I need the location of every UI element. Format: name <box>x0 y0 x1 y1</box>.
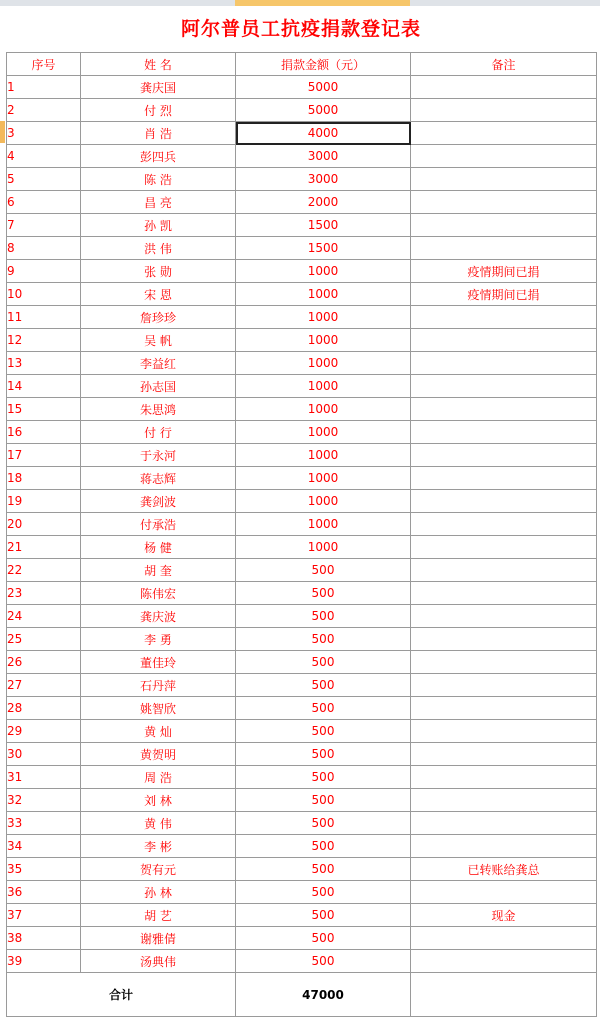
table-row <box>7 421 597 444</box>
table-row <box>7 697 597 720</box>
table-row <box>7 283 597 306</box>
name-cell[interactable]: 石丹萍 <box>81 674 236 697</box>
header-row <box>7 53 597 76</box>
row-number-cell[interactable]: 6 <box>7 191 81 214</box>
name-cell[interactable]: 陈伟宏 <box>81 582 236 605</box>
note-cell[interactable]: 疫情期间已捐 <box>411 260 597 283</box>
note-cell[interactable] <box>411 122 597 145</box>
table-row <box>7 99 597 122</box>
selected-column-highlight <box>235 0 410 6</box>
note-cell[interactable] <box>411 444 597 467</box>
table-row <box>7 329 597 352</box>
name-cell[interactable]: 朱思鸿 <box>81 398 236 421</box>
row-number-cell[interactable]: 36 <box>7 881 81 904</box>
note-cell[interactable] <box>411 950 597 973</box>
name-cell[interactable]: 昌 亮 <box>81 191 236 214</box>
header-name[interactable]: 姓 名 <box>81 53 236 76</box>
row-number-cell[interactable]: 1 <box>7 76 81 99</box>
note-cell[interactable] <box>411 352 597 375</box>
note-cell[interactable] <box>411 674 597 697</box>
note-cell[interactable] <box>411 191 597 214</box>
row-number-cell[interactable]: 30 <box>7 743 81 766</box>
table-row <box>7 950 597 973</box>
total-label[interactable]: 合计 <box>7 973 236 1017</box>
table-row <box>7 398 597 421</box>
amount-cell[interactable]: 1000 <box>236 375 411 398</box>
table-row <box>7 444 597 467</box>
header-note[interactable]: 备注 <box>411 53 597 76</box>
amount-cell[interactable]: 1000 <box>236 490 411 513</box>
row-number-cell[interactable]: 29 <box>7 720 81 743</box>
amount-cell[interactable]: 4000 <box>236 122 411 145</box>
note-cell[interactable] <box>411 536 597 559</box>
note-cell[interactable] <box>411 789 597 812</box>
row-number-cell[interactable]: 38 <box>7 927 81 950</box>
name-cell[interactable]: 李 勇 <box>81 628 236 651</box>
note-cell[interactable] <box>411 145 597 168</box>
note-cell[interactable] <box>411 559 597 582</box>
total-row <box>7 973 597 1017</box>
row-number-cell[interactable]: 33 <box>7 812 81 835</box>
row-number-cell[interactable]: 18 <box>7 467 81 490</box>
note-cell[interactable] <box>411 99 597 122</box>
name-cell[interactable]: 付 烈 <box>81 99 236 122</box>
note-cell[interactable] <box>411 651 597 674</box>
table-row <box>7 559 597 582</box>
name-cell[interactable]: 黄 灿 <box>81 720 236 743</box>
name-cell[interactable]: 付 行 <box>81 421 236 444</box>
note-cell[interactable] <box>411 605 597 628</box>
name-cell[interactable]: 杨 健 <box>81 536 236 559</box>
note-cell[interactable] <box>411 237 597 260</box>
note-cell[interactable]: 现金 <box>411 904 597 927</box>
row-number-cell[interactable]: 26 <box>7 651 81 674</box>
row-number-cell[interactable]: 31 <box>7 766 81 789</box>
row-number-cell[interactable]: 12 <box>7 329 81 352</box>
name-cell[interactable]: 彭四兵 <box>81 145 236 168</box>
table-row <box>7 858 597 881</box>
note-cell[interactable] <box>411 628 597 651</box>
amount-cell[interactable]: 1000 <box>236 513 411 536</box>
note-cell[interactable] <box>411 490 597 513</box>
total-note-cell[interactable] <box>411 973 597 1017</box>
name-cell[interactable]: 蒋志辉 <box>81 467 236 490</box>
note-cell[interactable] <box>411 168 597 191</box>
row-number-cell[interactable]: 35 <box>7 858 81 881</box>
table-row <box>7 122 597 145</box>
row-number-cell[interactable]: 20 <box>7 513 81 536</box>
table-row <box>7 904 597 927</box>
name-cell[interactable]: 孙 凯 <box>81 214 236 237</box>
table-row <box>7 605 597 628</box>
name-cell[interactable]: 董佳玲 <box>81 651 236 674</box>
table-row <box>7 651 597 674</box>
amount-cell[interactable]: 500 <box>236 697 411 720</box>
amount-cell[interactable]: 500 <box>236 720 411 743</box>
name-cell[interactable]: 刘 林 <box>81 789 236 812</box>
table-row <box>7 352 597 375</box>
note-cell[interactable] <box>411 375 597 398</box>
amount-cell[interactable]: 1000 <box>236 536 411 559</box>
row-number-cell[interactable]: 37 <box>7 904 81 927</box>
row-number-cell[interactable]: 17 <box>7 444 81 467</box>
amount-cell[interactable]: 500 <box>236 950 411 973</box>
name-cell[interactable]: 李益红 <box>81 352 236 375</box>
row-number-cell[interactable]: 16 <box>7 421 81 444</box>
note-cell[interactable] <box>411 766 597 789</box>
row-number-cell[interactable]: 5 <box>7 168 81 191</box>
amount-cell[interactable]: 500 <box>236 651 411 674</box>
amount-cell[interactable]: 3000 <box>236 168 411 191</box>
note-cell[interactable] <box>411 306 597 329</box>
amount-cell[interactable]: 500 <box>236 927 411 950</box>
donation-table <box>6 52 597 1017</box>
note-cell[interactable] <box>411 329 597 352</box>
amount-cell[interactable]: 500 <box>236 628 411 651</box>
name-cell[interactable]: 龚庆国 <box>81 76 236 99</box>
note-cell[interactable] <box>411 467 597 490</box>
row-number-cell[interactable]: 3 <box>7 122 81 145</box>
name-cell[interactable]: 龚剑波 <box>81 490 236 513</box>
table-row <box>7 513 597 536</box>
amount-cell[interactable]: 500 <box>236 835 411 858</box>
note-cell[interactable]: 疫情期间已捐 <box>411 283 597 306</box>
name-cell[interactable]: 张 勋 <box>81 260 236 283</box>
amount-cell[interactable]: 500 <box>236 582 411 605</box>
name-cell[interactable]: 肖 浩 <box>81 122 236 145</box>
name-cell[interactable]: 贺有元 <box>81 858 236 881</box>
amount-cell[interactable]: 500 <box>236 766 411 789</box>
name-cell[interactable]: 汤典伟 <box>81 950 236 973</box>
row-number-cell[interactable]: 2 <box>7 99 81 122</box>
name-cell[interactable]: 于永河 <box>81 444 236 467</box>
table-row <box>7 881 597 904</box>
row-number-cell[interactable]: 21 <box>7 536 81 559</box>
table-row <box>7 467 597 490</box>
amount-cell[interactable]: 500 <box>236 812 411 835</box>
amount-cell[interactable]: 3000 <box>236 145 411 168</box>
amount-cell[interactable]: 1500 <box>236 237 411 260</box>
note-cell[interactable] <box>411 398 597 421</box>
table-row <box>7 306 597 329</box>
amount-cell[interactable]: 1000 <box>236 352 411 375</box>
table-row <box>7 743 597 766</box>
name-cell[interactable]: 胡 奎 <box>81 559 236 582</box>
total-amount[interactable]: 47000 <box>236 973 411 1017</box>
header-amount[interactable]: 捐款金额（元） <box>236 53 411 76</box>
header-no[interactable]: 序号 <box>7 53 81 76</box>
row-number-cell[interactable]: 10 <box>7 283 81 306</box>
amount-cell[interactable]: 500 <box>236 881 411 904</box>
name-cell[interactable]: 孙 林 <box>81 881 236 904</box>
table-row <box>7 145 597 168</box>
column-header-strip <box>0 0 600 6</box>
row-number-cell[interactable]: 15 <box>7 398 81 421</box>
row-number-cell[interactable]: 19 <box>7 490 81 513</box>
table-row <box>7 191 597 214</box>
name-cell[interactable]: 宋 恩 <box>81 283 236 306</box>
amount-cell[interactable]: 1000 <box>236 283 411 306</box>
table-row <box>7 927 597 950</box>
row-number-cell[interactable]: 11 <box>7 306 81 329</box>
amount-cell[interactable]: 1000 <box>236 467 411 490</box>
note-cell[interactable] <box>411 697 597 720</box>
table-row <box>7 674 597 697</box>
amount-cell[interactable]: 500 <box>236 743 411 766</box>
table-row <box>7 582 597 605</box>
note-cell[interactable]: 已转账给龚总 <box>411 858 597 881</box>
note-cell[interactable] <box>411 582 597 605</box>
note-cell[interactable] <box>411 812 597 835</box>
note-cell[interactable] <box>411 927 597 950</box>
table-row <box>7 375 597 398</box>
row-number-cell[interactable]: 7 <box>7 214 81 237</box>
note-cell[interactable] <box>411 835 597 858</box>
row-number-cell[interactable]: 28 <box>7 697 81 720</box>
table-row <box>7 168 597 191</box>
name-cell[interactable]: 詹珍珍 <box>81 306 236 329</box>
sheet-title[interactable]: 阿尔普员工抗疫捐款登记表 <box>180 18 421 40</box>
table-row <box>7 260 597 283</box>
amount-cell[interactable]: 1000 <box>236 306 411 329</box>
name-cell[interactable]: 姚智欣 <box>81 697 236 720</box>
note-cell[interactable] <box>411 743 597 766</box>
row-number-cell[interactable]: 32 <box>7 789 81 812</box>
amount-cell[interactable]: 1000 <box>236 421 411 444</box>
note-cell[interactable] <box>411 421 597 444</box>
name-cell[interactable]: 付承浩 <box>81 513 236 536</box>
row-number-cell[interactable]: 8 <box>7 237 81 260</box>
amount-cell[interactable]: 500 <box>236 605 411 628</box>
amount-cell[interactable]: 5000 <box>236 99 411 122</box>
row-number-cell[interactable]: 24 <box>7 605 81 628</box>
selected-row-marker <box>0 121 5 143</box>
row-number-cell[interactable]: 22 <box>7 559 81 582</box>
table-row <box>7 76 597 99</box>
amount-cell[interactable]: 1000 <box>236 398 411 421</box>
name-cell[interactable]: 周 浩 <box>81 766 236 789</box>
amount-cell[interactable]: 500 <box>236 904 411 927</box>
table-row <box>7 720 597 743</box>
table-row <box>7 812 597 835</box>
note-cell[interactable] <box>411 214 597 237</box>
row-number-cell[interactable]: 9 <box>7 260 81 283</box>
table-row <box>7 789 597 812</box>
name-cell[interactable]: 黄 伟 <box>81 812 236 835</box>
name-cell[interactable]: 陈 浩 <box>81 168 236 191</box>
amount-cell[interactable]: 5000 <box>236 76 411 99</box>
row-number-cell[interactable]: 4 <box>7 145 81 168</box>
table-row <box>7 766 597 789</box>
amount-cell[interactable]: 500 <box>236 858 411 881</box>
table-row <box>7 237 597 260</box>
row-number-cell[interactable]: 13 <box>7 352 81 375</box>
amount-cell[interactable]: 500 <box>236 559 411 582</box>
name-cell[interactable]: 黄贺明 <box>81 743 236 766</box>
table-row <box>7 214 597 237</box>
amount-cell[interactable]: 2000 <box>236 191 411 214</box>
row-number-cell[interactable]: 27 <box>7 674 81 697</box>
name-cell[interactable]: 谢雅倩 <box>81 927 236 950</box>
amount-cell[interactable]: 1000 <box>236 329 411 352</box>
note-cell[interactable] <box>411 720 597 743</box>
table-row <box>7 536 597 559</box>
name-cell[interactable]: 洪 伟 <box>81 237 236 260</box>
amount-cell[interactable]: 1000 <box>236 444 411 467</box>
row-number-cell[interactable]: 34 <box>7 835 81 858</box>
amount-cell[interactable]: 500 <box>236 789 411 812</box>
name-cell[interactable]: 龚庆波 <box>81 605 236 628</box>
table-row <box>7 835 597 858</box>
note-cell[interactable] <box>411 513 597 536</box>
row-number-cell[interactable]: 23 <box>7 582 81 605</box>
table-body <box>7 76 597 973</box>
name-cell[interactable]: 吴 帆 <box>81 329 236 352</box>
note-cell[interactable] <box>411 881 597 904</box>
name-cell[interactable]: 孙志国 <box>81 375 236 398</box>
note-cell[interactable] <box>411 76 597 99</box>
amount-cell[interactable]: 500 <box>236 674 411 697</box>
table-row <box>7 490 597 513</box>
row-number-cell[interactable]: 39 <box>7 950 81 973</box>
name-cell[interactable]: 胡 艺 <box>81 904 236 927</box>
row-number-cell[interactable]: 14 <box>7 375 81 398</box>
name-cell[interactable]: 李 彬 <box>81 835 236 858</box>
amount-cell[interactable]: 1500 <box>236 214 411 237</box>
table-row <box>7 628 597 651</box>
row-number-cell[interactable]: 25 <box>7 628 81 651</box>
amount-cell[interactable]: 1000 <box>236 260 411 283</box>
